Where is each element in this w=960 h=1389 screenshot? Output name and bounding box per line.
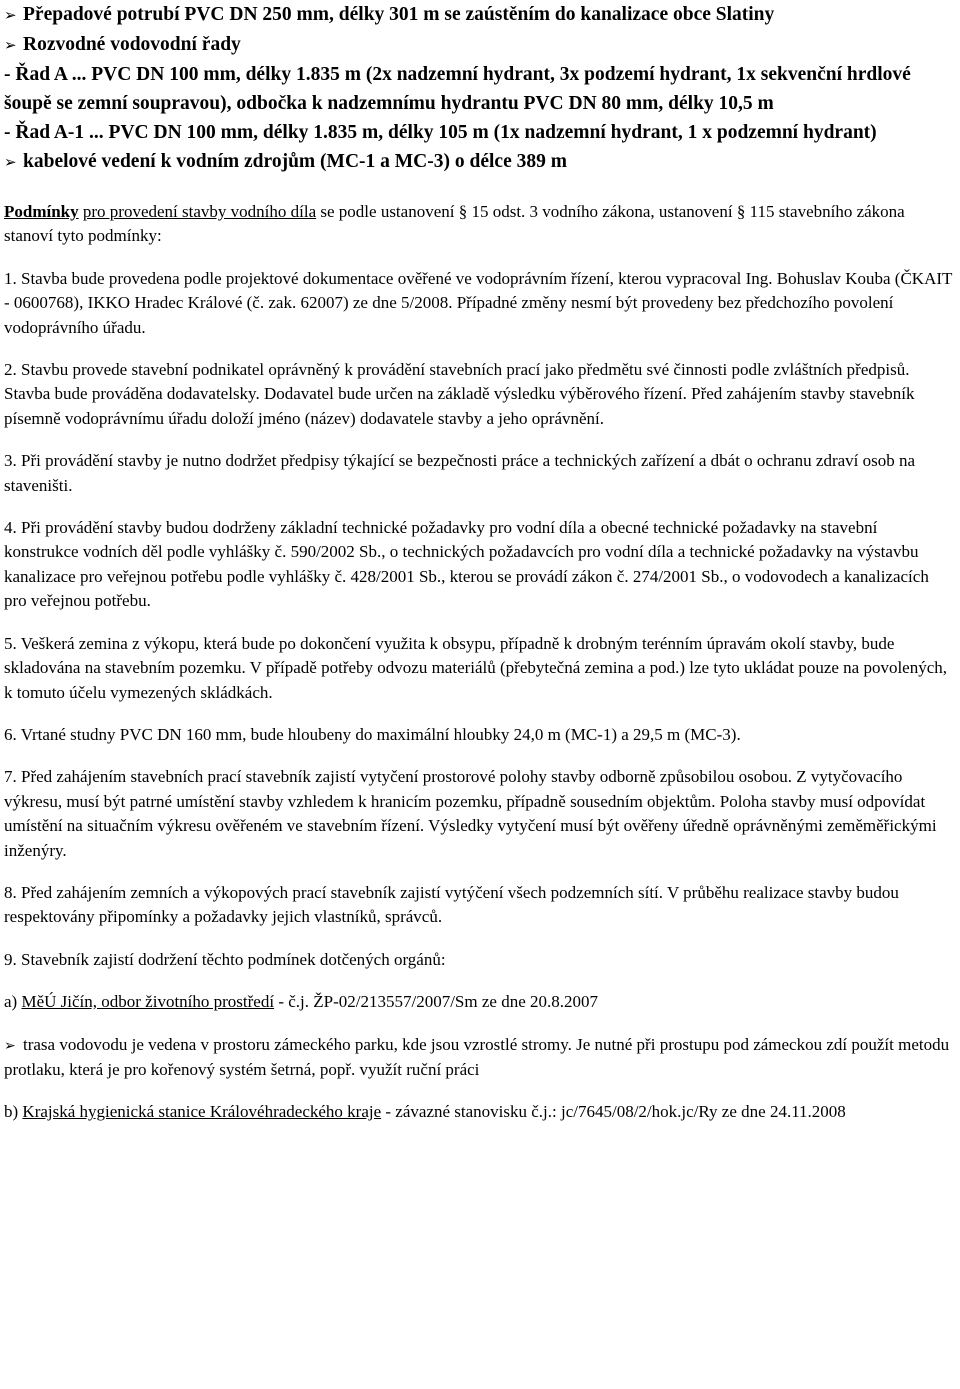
condition-item-1: 1. Stavba bude provedena podle projektové dokumentace ověřené ve vodoprávním řízení, kterou vypracoval Ing. Bohuslav Kouba (ČKAIT - 0600768), IKKO Hradec Králové (č. zak. 62007) ze dne 5/2008. Případné změny nesmí být provedeny bez předchozího povolení vodoprávního úřadu.: [4, 268, 953, 337]
condition-item-3: 3. Při provádění stavby je nutno dodržet předpisy týkající se bezpečnosti práce a technických zařízení a dbát o ochranu zdraví osob na staveništi.: [4, 451, 916, 495]
line-rad-a: - Řad A ... PVC DN 100 mm, délky 1.835 m (2x nadzemní hydrant, 3x podzemí hydrant, 1x sekvenční hrdlové šoupě se zemní soupravou), odbočka k nadzemnímu hydrantu PVC DN 80 mm, délky 10,5 m: [4, 64, 911, 114]
condition-item-4: 4. Při provádění stavby budou dodrženy základní technické požadavky pro vodní díla a obecné technické požadavky na stavební konstrukce vodních děl podle vyhlášky č. 590/2002 Sb., o technických požadavcích pro vodní díla a technické požadavky na výstavbu kanalizace pro veřejnou potřebu podle vyhlášky č. 428/2001 Sb., kterou se provádí zákon č. 274/2001 Sb., o vodovodech a kanalizacích pro veřejnou potřebu.: [4, 518, 929, 611]
arrowhead-bullet-icon: ➢: [4, 6, 17, 24]
bullet-cable-line: ➢ kabelové vedení k vodním zdrojům (MC-1 a MC-3) o délce 389 m: [4, 147, 954, 177]
condition-item-9: 9. Stavebník zajistí dodržení těchto podmínek dotčených orgánů:: [4, 949, 446, 969]
conditions-section: [4, 200, 954, 1125]
organ-a-line: a) MěÚ Jičín, odbor životního prostředí - č.j. ŽP-02/213557/2007/Sm ze dne 20.8.2007: [4, 992, 598, 1012]
organ-b-line: b) Krajská hygienická stanice Královéhradeckého kraje - závazné stanovisku č.j.: jc/7645/08/2/hok.jc/Ry ze dne 24.11.2008: [4, 1102, 846, 1122]
condition-item-5: 5. Veškerá zemina z výkopu, která bude po dokončení využita k obsypu, případně k drobným terénním úpravám okolí stavby, bude skladována na stavebním pozemku. V případě potřeby odvozu materiálů (přebytečná zemina a pod.) lze tyto ukládat pouze na povolených, k tomuto účelu vymezených skládkách.: [4, 633, 948, 702]
bullet-overflow-pipe: ➢ Přepadové potrubí PVC DN 250 mm, délky 301 m se zaústěním do kanalizace obce Slatiny: [4, 0, 954, 30]
bullet-park-note: ➢ trasa vodovodu je vedena v prostoru zámeckého parku, kde jsou vzrostlé stromy. Je nutné při prostupu pod zámeckou zdí použít metodu protlaku, která je pro kořenový systém šetrná, popř. využít ruční práci: [4, 1034, 950, 1079]
condition-item-6: 6. Vrtané studny PVC DN 160 mm, bude hloubeny do maximální hloubky 24,0 m (MC-1) a 29,5 m (MC-3).: [4, 724, 741, 744]
bullet-distribution-lines: ➢ Rozvodné vodovodní řady: [4, 30, 954, 60]
arrowhead-bullet-icon: ➢: [4, 36, 17, 54]
conditions-intro: Podmínky pro provedení stavby vodního díla se podle ustanovení § 15 odst. 3 vodního zákona, ustanovení § 115 stavebního zákona stanoví tyto podmínky:: [4, 202, 905, 246]
arrowhead-bullet-icon: ➢: [4, 1037, 16, 1054]
document-page: [4, 0, 954, 1125]
line-rad-a1: - Řad A-1 ... PVC DN 100 mm, délky 1.835 m, délky 105 m (1x nadzemní hydrant, 1 x podzemní hydrant): [4, 122, 877, 143]
condition-item-7: 7. Před zahájením stavebních prací stavebník zajistí vytyčení prostorové polohy stavby odborně způsobilou osobou. Z vytyčovacího výkresu, musí být patrné umístění stavby vzhledem k hranicím pozemku, případně sousedním objektům. Poloha stavby musí odpovídat umístění na situačním výkresu ověřeném ve stavebním řízení. Výsledky vytyčení musí být ověřeny úředně oprávněnými zeměměřickými inženýry.: [4, 767, 937, 860]
top-bullet-block: [4, 0, 954, 177]
arrowhead-bullet-icon: ➢: [4, 153, 17, 171]
condition-item-2: 2. Stavbu provede stavební podnikatel oprávněný k provádění stavebních prací jako předmětu své činnosti podle zvláštních předpisů. Stavba bude prováděna dodavatelsky. Dodavatel bude určen na základě výsledku výběrového řízení. Před zahájením stavby stavebník písemně vodoprávnímu úřadu doloží jméno (název) dodavatele stavby a jeho oprávnění.: [4, 360, 915, 428]
condition-item-8: 8. Před zahájením zemních a výkopových prací stavebník zajistí vytýčení všech podzemních sítí. V průběhu realizace stavby budou respektovány připomínky a požadavky jejich vlastníků, správců.: [4, 882, 899, 927]
